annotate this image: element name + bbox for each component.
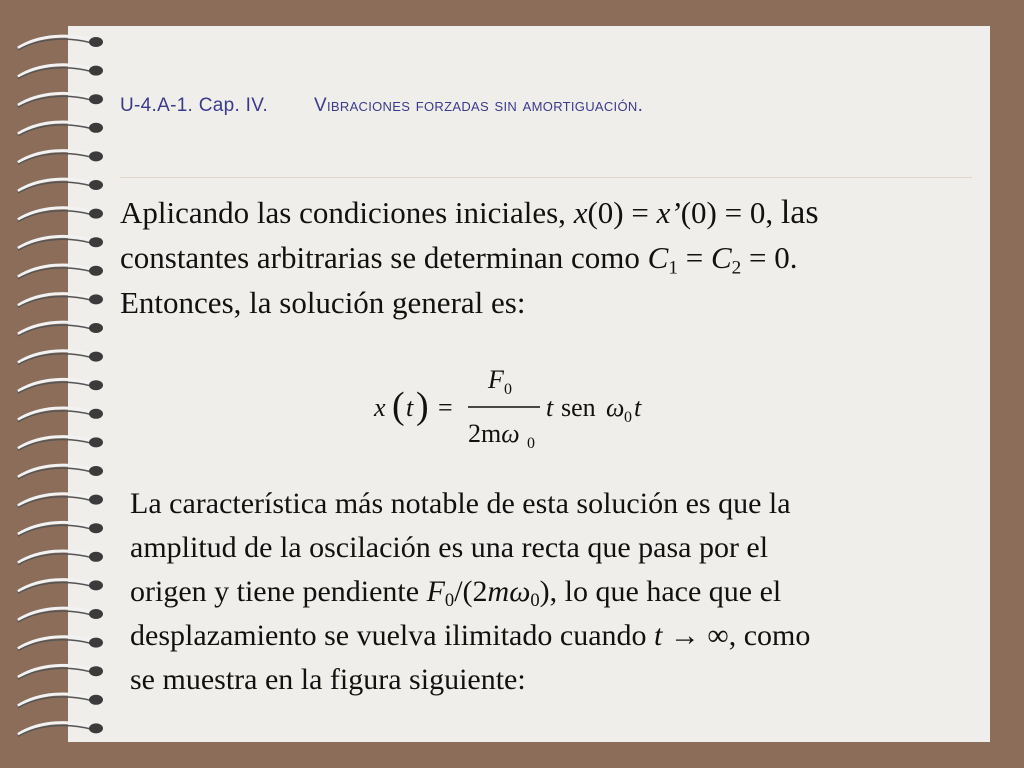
binding-ring <box>18 665 103 679</box>
binding-ring <box>18 122 103 136</box>
eq-sen: sen <box>561 393 596 422</box>
binding-ring <box>18 437 103 451</box>
eq-omega: ω <box>606 393 625 422</box>
binding-ring <box>18 637 103 651</box>
spiral-binding <box>0 0 120 768</box>
binding-ring <box>18 408 103 422</box>
binding-ring <box>18 494 103 508</box>
binding-ring <box>18 522 103 536</box>
binding-ring <box>18 236 103 250</box>
eq-t2: t <box>634 393 642 422</box>
eq-close-paren: ) <box>416 385 429 427</box>
binding-ring <box>18 580 103 594</box>
slide-title <box>120 95 643 117</box>
eq-equals: = <box>438 393 453 422</box>
binding-ring <box>18 551 103 565</box>
eq-lhs: x <box>374 393 386 422</box>
eq-numerator-sub: 0 <box>504 381 512 398</box>
paragraph-interpretation: La característica más notable de esta solución es que la amplitud de la oscilación es una recta que pasa por el origen y tiene pendiente $F_0/(2m\omega_0)$, lo que hace que el desplazamiento se vuelva ilimitado cuando t → ∞, como se muestra en la figura siguiente: <box>130 487 811 696</box>
eq-t: t <box>546 393 554 422</box>
binding-ring <box>18 93 103 107</box>
title-divider <box>120 177 972 178</box>
binding-ring <box>18 151 103 165</box>
eq-lhs-arg: t <box>406 393 414 422</box>
binding-ring <box>18 36 103 50</box>
eq-denominator-sub: 0 <box>527 435 535 452</box>
binding-ring <box>18 608 103 622</box>
binding-ring <box>18 65 103 79</box>
binding-ring <box>18 294 103 308</box>
eq-numerator: F <box>488 365 504 394</box>
binding-ring <box>18 351 103 365</box>
paragraph-initial-conditions: Aplicando las condiciones iniciales, x(0) = x’(0) = 0, las constantes arbitrarias se determinan como $C_1 = C_2 = 0$. Entonces, la solución general es: <box>120 194 819 320</box>
binding-ring <box>18 179 103 193</box>
eq-open-paren: ( <box>392 385 405 427</box>
chapter-code: U-4.A-1. Cap. IV. <box>120 95 269 116</box>
binding-ring <box>18 694 103 708</box>
eq-omega-sub: 0 <box>624 409 632 426</box>
binding-ring <box>18 379 103 393</box>
general-solution-equation <box>370 358 690 458</box>
binding-ring <box>18 265 103 279</box>
binding-ring <box>18 465 103 479</box>
binding-ring <box>18 723 103 737</box>
binding-ring <box>18 322 103 336</box>
binding-ring <box>18 208 103 222</box>
section-topic: Vibraciones forzadas sin amortiguación. <box>314 95 644 116</box>
eq-denominator: 2mω <box>468 419 520 448</box>
